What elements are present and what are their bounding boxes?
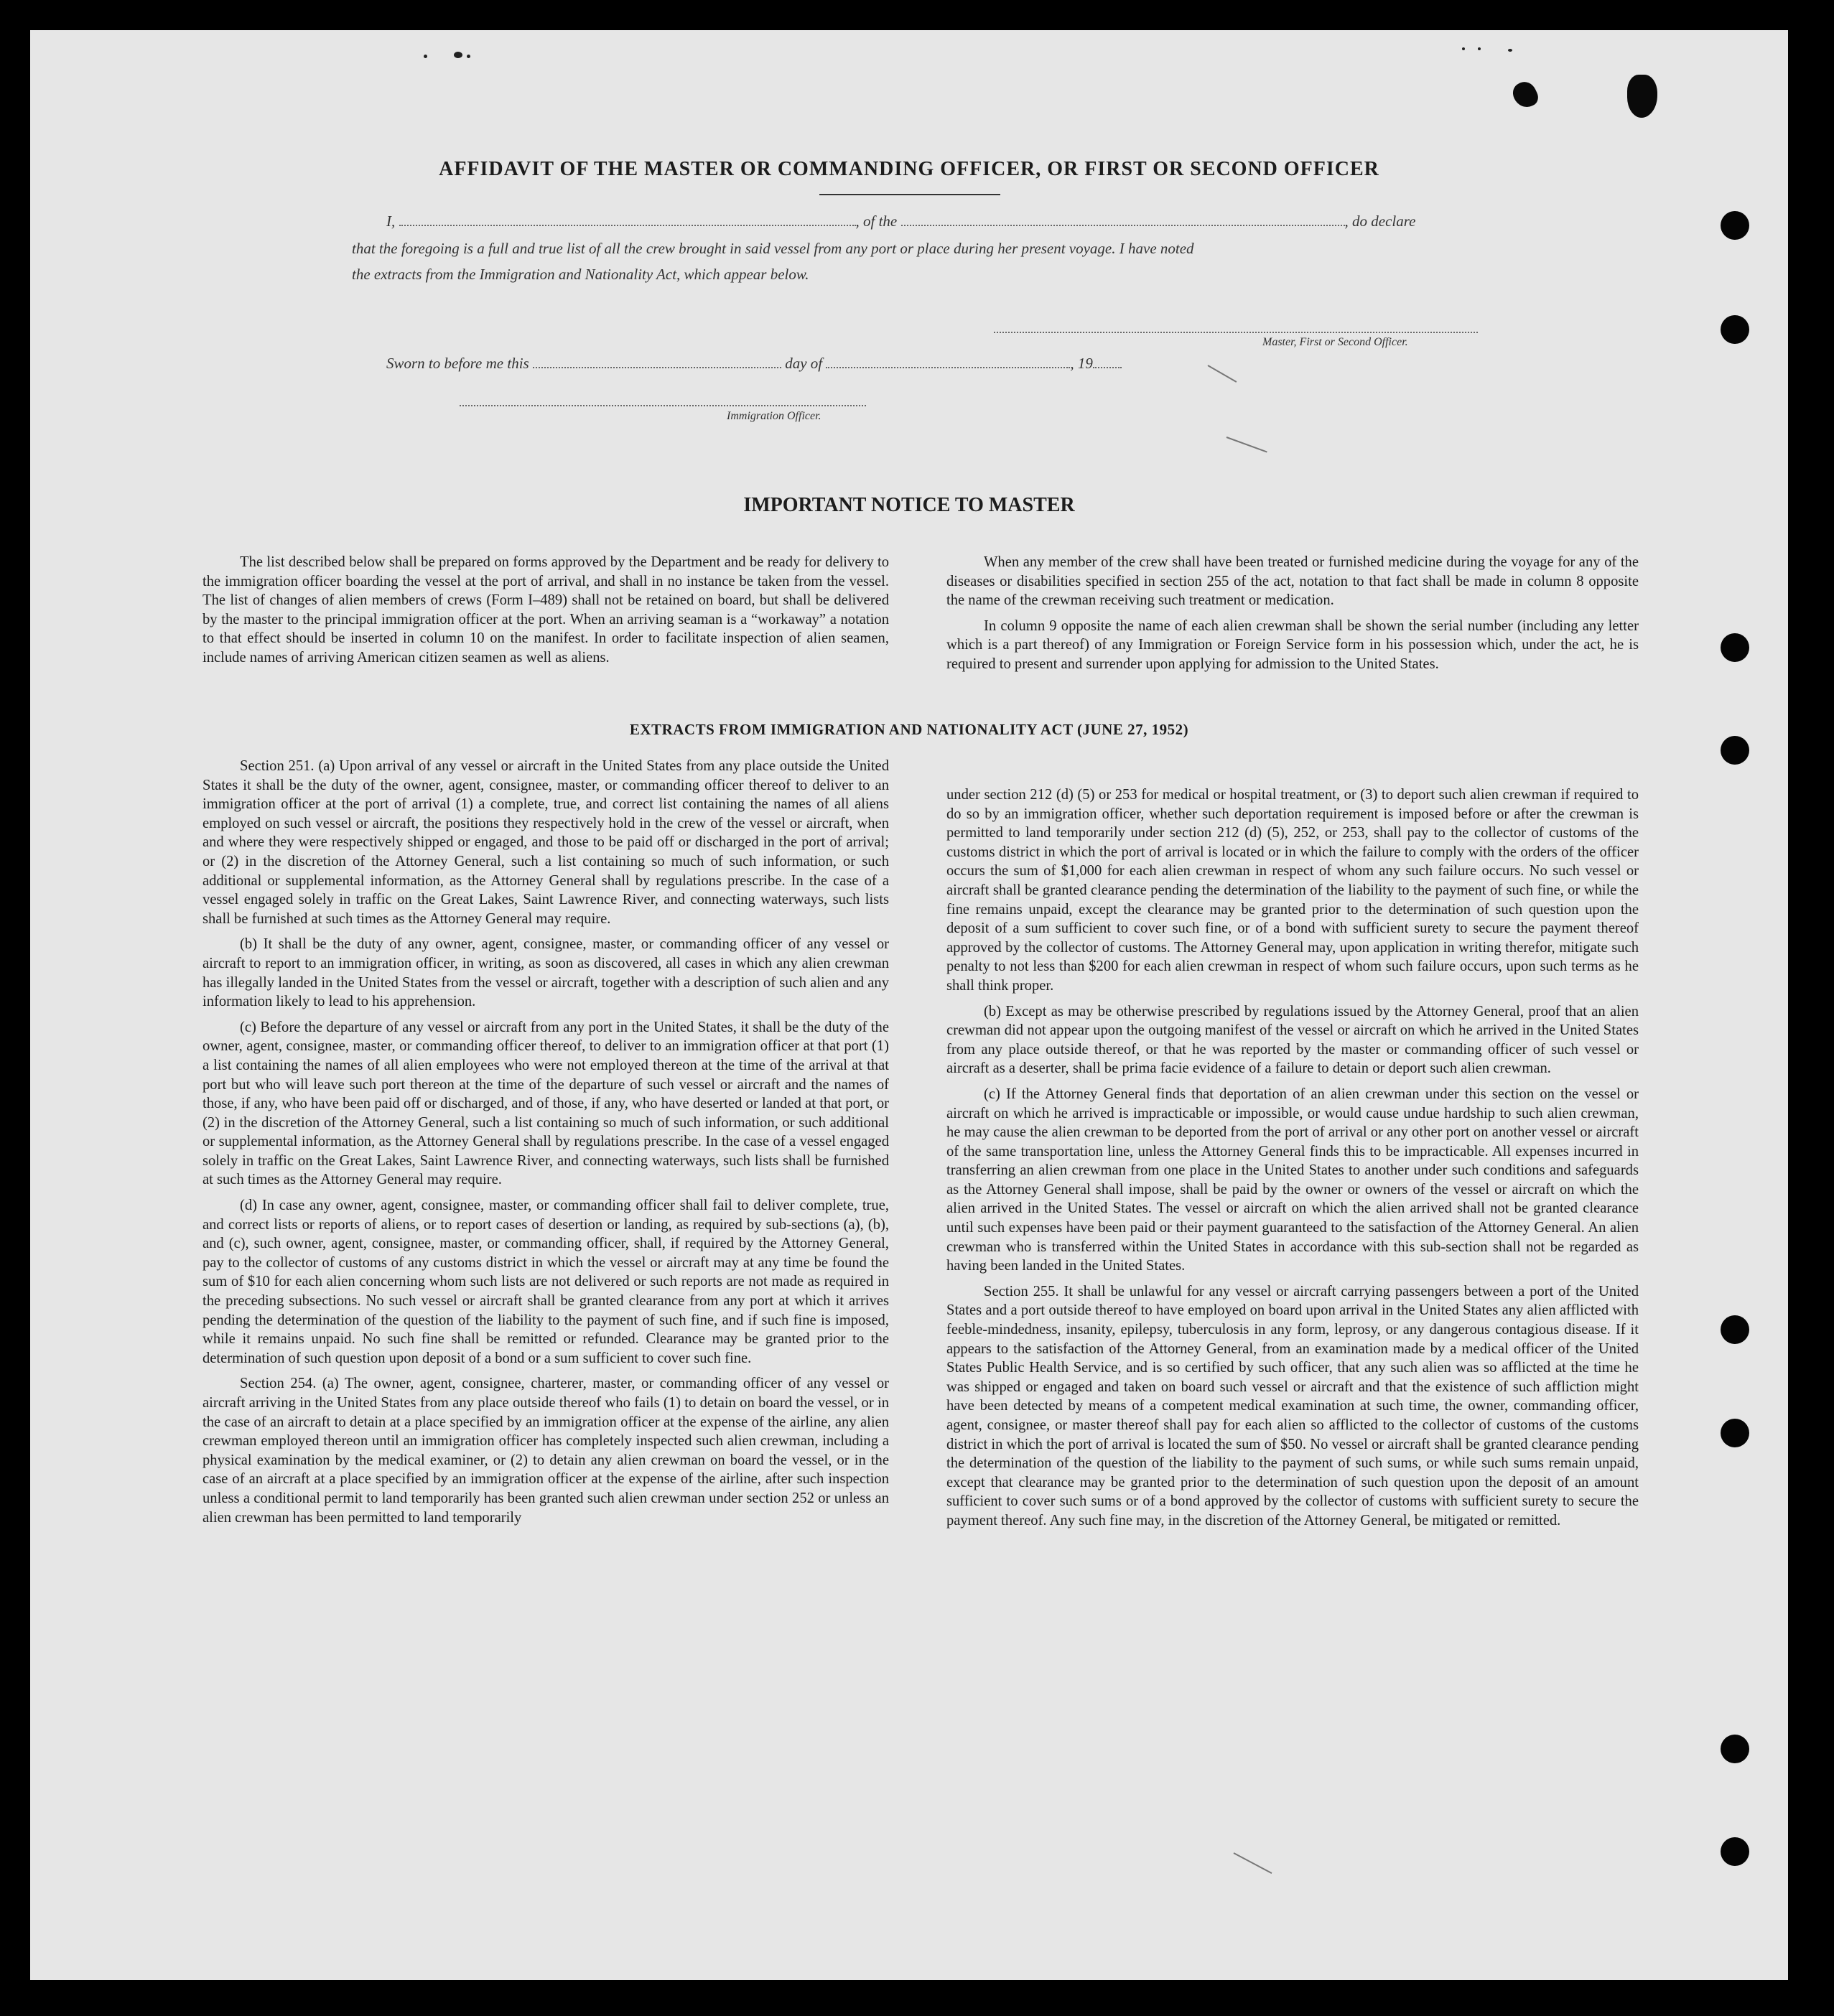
sworn-line xyxy=(386,355,1122,373)
section-251-d: (d) In case any owner, agent, consignee, master, or commanding officer shall fail to deliver complete, true, and correct lists or reports of aliens, or to report cases of desertion or landing, as required by sub-sections (a), (b), and (c), such owner, agent, consignee, master, or commanding officer, shall, if required by the Attorney General, pay to the collector of customs of any customs district in which the vessel or aircraft may at any time be found the sum of $10 for each alien concerning whom such lists are not delivered or such reports are not made as required in the preceding subsections. No such vessel or aircraft shall be granted clearance from any port at which it arrives pending the determination of the question of the liability to the payment of such fine, and if such fine is imposed, while it remains unpaid. No such fine shall be remitted or refunded. Clearance may be granted prior to the determination of such question upon deposit of a bond or a sum sufficient to cover such fine. xyxy=(203,1198,889,1366)
speck xyxy=(1478,47,1481,50)
punch-hole xyxy=(1721,633,1749,662)
document-page xyxy=(30,30,1788,1980)
punch-hole xyxy=(1721,211,1749,240)
notice-right-paragraph: When any member of the crew shall have been treated or furnished medicine during the voyage for any of the diseases or disabilities specified in section 255 of the act, notation to that fact shall be made in column 8 opposite the name of the crewman receiving such treatment or medication. xyxy=(946,554,1639,609)
sworn-before: Sworn to before me this xyxy=(386,355,529,372)
extracts-right-column xyxy=(946,785,1639,1531)
notice-left-column xyxy=(203,553,889,668)
stray-mark xyxy=(1208,365,1237,383)
month-blank xyxy=(826,358,1070,368)
affidavit-of-the: , of the xyxy=(855,213,898,230)
speck xyxy=(424,55,427,58)
title-rule xyxy=(819,194,1000,195)
vessel-blank xyxy=(901,216,1345,226)
section-251-a: Section 251. (a) Upon arrival of any vessel or aircraft in the United States from any place outside the United States it shall be the duty of the owner, agent, consignee, master, or commanding officer thereof to deliver to an immigration officer at the port of arrival (1) a complete, true, and correct list containing the names of all aliens employed on such vessel or aircraft, the positions they respectively hold in the crew of the vessel or aircraft, when and where they were respectively shipped or engaged, and those to be paid off or discharged in the port of arrival; or (2) in the discretion of the Attorney General, such a list containing so much of such information, or such additional or supplemental information, as the Attorney General shall by regulations prescribe. In the case of a vessel engaged solely in traffic on the Great Lakes, Saint Lawrence River, and connecting waterways, such lists shall be furnished at such times as the Attorney General may require. xyxy=(203,758,889,927)
officer-signature-caption: Immigration Officer. xyxy=(727,410,821,422)
speck xyxy=(454,52,462,58)
officer-signature-line xyxy=(460,405,866,406)
punch-hole xyxy=(1721,1735,1749,1763)
notice-heading: IMPORTANT NOTICE TO MASTER xyxy=(743,494,1075,516)
notice-right-column xyxy=(946,553,1639,674)
master-signature-line xyxy=(994,332,1478,333)
ink-blot xyxy=(1627,75,1657,118)
affidavit-line-1 xyxy=(386,213,1415,230)
section-255: Section 255. It shall be unlawful for any vessel or aircraft carrying passengers between a port of the United States and a port outside thereof to have employed on board upon arrival in the United States any alien afflicted with feeble-mindedness, insanity, epilepsy, tuberculosis in any form, leprosy, or any dangerous contagious disease. If it appears to the satisfaction of the Attorney General, from an examination made by a medical officer of the United States Public Health Service, and is so certified by such officer, that any such alien was so afflicted at the time he was shipped or engaged and taken on board such vessel or aircraft and that the existence of such affliction might have been detected by means of a competent medical examination at such time, the owner, commanding officer, agent, consignee, or master thereof shall pay for each alien so afflicted to the collector of customs of the customs district in which the port of arrival is located the sum of $50. No vessel or aircraft shall be granted clearance pending the determination of the question of the liability to the payment of such sums, or while such sums remain unpaid, except that clearance may be granted prior to the determination of such question upon the deposit of an amount sufficient to cover such sums or of a bond approved by the collector of customs with sufficient surety to secure the payment thereof. Any such fine may, in the discretion of the Attorney General, be mitigated or remitted. xyxy=(946,1283,1639,1529)
day-blank xyxy=(533,358,781,368)
affidavit-line-2: that the foregoing is a full and true list of all the crew brought in said vessel from any port or place during her present voyage. I have noted xyxy=(352,240,1194,257)
speck xyxy=(467,55,470,58)
affidavit-do-declare: , do declare xyxy=(1344,213,1416,230)
affidavit-title: AFFIDAVIT OF THE MASTER OR COMMANDING OFFICER, OR FIRST OR SECOND OFFICER xyxy=(439,158,1379,180)
speck xyxy=(1462,47,1465,50)
punch-hole xyxy=(1721,736,1749,765)
section-251-c: (c) Before the departure of any vessel or aircraft from any port in the United States, it shall be the duty of the owner, agent, consignee, master, or commanding officer thereof, to deliver to an immigration officer at that port (1) a list containing the names of all alien employees who were not employed thereon at the time of the arrival at that port but who will leave such port thereon at the time of the departure of such vessel or aircraft and the names of those, if any, who have been paid off or discharged, and of those, if any, who have deserted or landed at that port, or (2) in the discretion of the Attorney General, such a list containing so much of such information, or such additional or supplemental information, as the Attorney General shall by regulations prescribe. In the case of a vessel engaged solely in traffic on the Great Lakes, Saint Lawrence River, and connecting waterways, such lists shall be furnished at such times as the Attorney General may require. xyxy=(203,1019,889,1188)
section-254-b: (b) Except as may be otherwise prescribed by regulations issued by the Attorney General, proof that an alien crewman did not appear upon the outgoing manifest of the vessel or aircraft on which he arrived in the United States from any place outside thereof, or that he was reported by the master or commanding officer of such vessel or aircraft as a deserter, shall be prima facie evidence of a failure to detain or deport such alien crewman. xyxy=(946,1003,1639,1077)
name-blank xyxy=(399,216,856,226)
year-blank xyxy=(1093,358,1122,368)
speck xyxy=(1508,49,1512,52)
day-of: day of xyxy=(785,355,823,372)
section-254-a-continued: under section 212 (d) (5) or 253 for medical or hospital treatment, or (3) to deport such alien crewman if required to do so by an immigration officer, whether such deportation requirement is imposed before or after the crewman is permitted to land temporarily under section 212 (d) (5), 252, or 253, shall pay to the collector of customs of the customs district in which the port of arrival is located or in which the failure to comply with the orders of the officer occurs the sum of $1,000 for each alien crewman in respect of whom any such failure occurs. No such vessel or aircraft shall be granted clearance pending the determination of the liability to the payment of such fine, or while the fine remains unpaid, except the clearance may be granted prior to the determination of such question upon the deposit of a sum sufficient to cover such fine, or of a bond with sufficient surety to secure the payment thereof approved by the collector of customs. The Attorney General may, upon application in writing therefor, mitigate such penalty to not less than $200 for each alien crewman in respect of whom such failure occurs, upon such terms as he shall think proper. xyxy=(946,787,1639,994)
section-254-a: Section 254. (a) The owner, agent, consignee, charterer, master, or commanding officer of any vessel or aircraft arriving in the United States from any place outside thereof who fails (1) to detain on board the vessel, or in the case of an aircraft to detain at a place specified by an immigration officer at the expense of the airline, any alien crewman employed thereon until an immigration officer has completely inspected such alien crewman, including a physical examination by the medical examiner, or (2) to detain any alien crewman on board the vessel, or in the case of an aircraft at a place specified by an immigration officer at the expense of the airline, after such inspection unless a conditional permit to land temporarily has been granted such alien crewman under section 252 or unless an alien crewman has been permitted to land temporarily xyxy=(203,1376,889,1526)
section-254-c: (c) If the Attorney General finds that deportation of an alien crewman under this section on the vessel or aircraft on which he arrived is impracticable or impossible, or would cause undue hardship to such alien crewman, he may cause the alien crewman to be deported from the port of arrival or any other port on another vessel or aircraft of the same transportation line, unless the Attorney General finds this to be impracticable. All expenses incurred in transferring an alien crewman from one place in the United States to another under such conditions and safeguards as the Attorney General shall impose, shall be paid by the owner or owners of the vessel or aircraft on which the alien arrived in the United States. The vessel or aircraft on which the alien arrived shall not be granted clearance until such expenses have been paid or their payment guaranteed to the satisfaction of the Attorney General. An alien crewman who is transferred within the United States in accordance with this sub-section shall not be regarded as having been landed in the United States. xyxy=(946,1086,1639,1274)
year-prefix: , 19 xyxy=(1070,355,1093,372)
master-signature-caption: Master, First or Second Officer. xyxy=(1262,336,1408,348)
affidavit-i: I, xyxy=(386,213,396,230)
stray-mark xyxy=(1226,437,1267,452)
extracts-heading: EXTRACTS FROM IMMIGRATION AND NATIONALITY ACT (JUNE 27, 1952) xyxy=(629,721,1189,738)
affidavit-line-3: the extracts from the Immigration and Nationality Act, which appear below. xyxy=(352,266,809,283)
section-251-b: (b) It shall be the duty of any owner, agent, consignee, master, or commanding officer of any vessel or aircraft to report to an immigration officer, in writing, as soon as discovered, all cases in which any alien crewman has illegally landed in the United States from the vessel or aircraft, together with a description of such alien and any information likely to lead to his apprehension. xyxy=(203,936,889,1010)
extracts-left-column xyxy=(203,757,889,1527)
notice-right-paragraph: In column 9 opposite the name of each alien crewman shall be shown the serial number (including any letter which is a part thereof) of any Immigration or Foreign Service form in his possession which, under the act, he is required to present and surrender upon applying for admission to the United States. xyxy=(946,617,1639,672)
punch-hole xyxy=(1721,1315,1749,1344)
stray-mark xyxy=(1234,1852,1272,1874)
punch-hole xyxy=(1721,1837,1749,1866)
notice-left-paragraph: The list described below shall be prepared on forms approved by the Department and be ready for delivery to the immigration officer boarding the vessel at the port of arrival, and shall in no instance be taken from the vessel. The list of changes of alien members of crews (Form I–489) shall not be retained on board, but shall be delivered by the master to the principal immigration officer at the port. When an arriving seaman is a “workaway” a notation to that effect should be inserted in column 10 on the manifest. In order to facilitate inspection of alien seamen, include names of arriving American citizen seamen as well as aliens. xyxy=(203,554,889,666)
punch-hole xyxy=(1721,315,1749,344)
ink-blot xyxy=(1509,78,1541,111)
punch-hole xyxy=(1721,1419,1749,1447)
